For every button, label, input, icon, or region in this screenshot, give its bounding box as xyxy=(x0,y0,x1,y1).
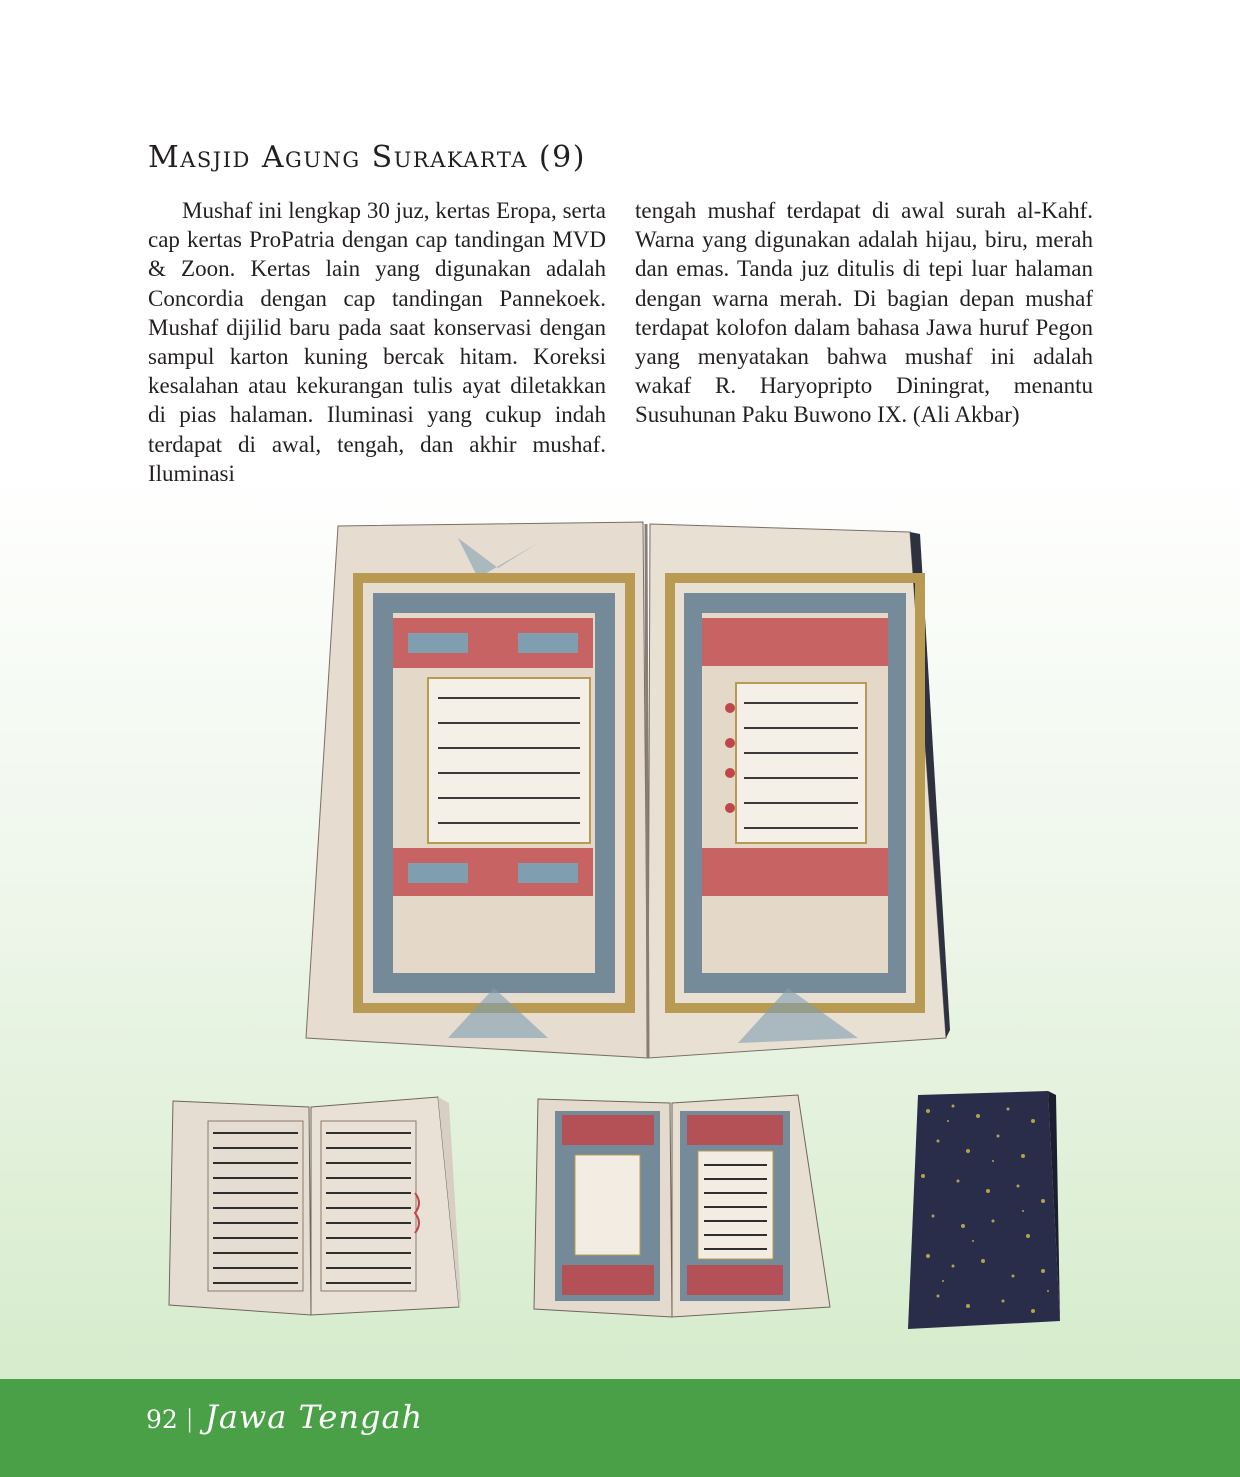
body-column-left: Mushaf ini lengkap 30 juz, kertas Eropa, serta cap kertas ProPatria dengan cap tandingan MVD & Zoon. Kertas lain yang digunakan adalah Concordia dengan cap tandingan Pannekoek. Mushaf dijilid baru pada saat konservasi dengan sampul karton kuning bercak hitam. Koreksi kesalahan atau kekurangan tulis ayat diletakkan di pias halaman. Iluminasi yang cukup indah terdapat di awal, tengah, dan akhir mushaf. Iluminasi xyxy=(148,198,606,486)
region-title: Jawa Tengah xyxy=(205,1398,424,1436)
manuscript-middle-illumination-photo xyxy=(530,1093,835,1321)
main-manuscript-photo xyxy=(298,518,950,1070)
footer-separator: | xyxy=(187,1404,193,1433)
manuscript-cover-photo xyxy=(908,1091,1060,1329)
manuscript-text-pages-photo xyxy=(163,1093,461,1321)
page-number: 92 xyxy=(146,1405,178,1434)
article-title: Masjid Agung Surakarta (9) xyxy=(148,140,586,175)
body-column-right: tengah mushaf terdapat di awal surah al-Kahf. Warna yang digunakan adalah hijau, biru, merah dan emas. Tanda juz ditulis di tepi luar halaman dengan warna merah. Di bagian depan mushaf terdapat kolofon dalam bahasa Jawa huruf Pegon yang menyatakan bahwa mushaf ini adalah wakaf R. Haryopripto Diningrat, menantu Susuhunan Paku Buwono IX. (Ali Akbar) xyxy=(635,198,1093,428)
footer-bar xyxy=(0,1379,1240,1477)
